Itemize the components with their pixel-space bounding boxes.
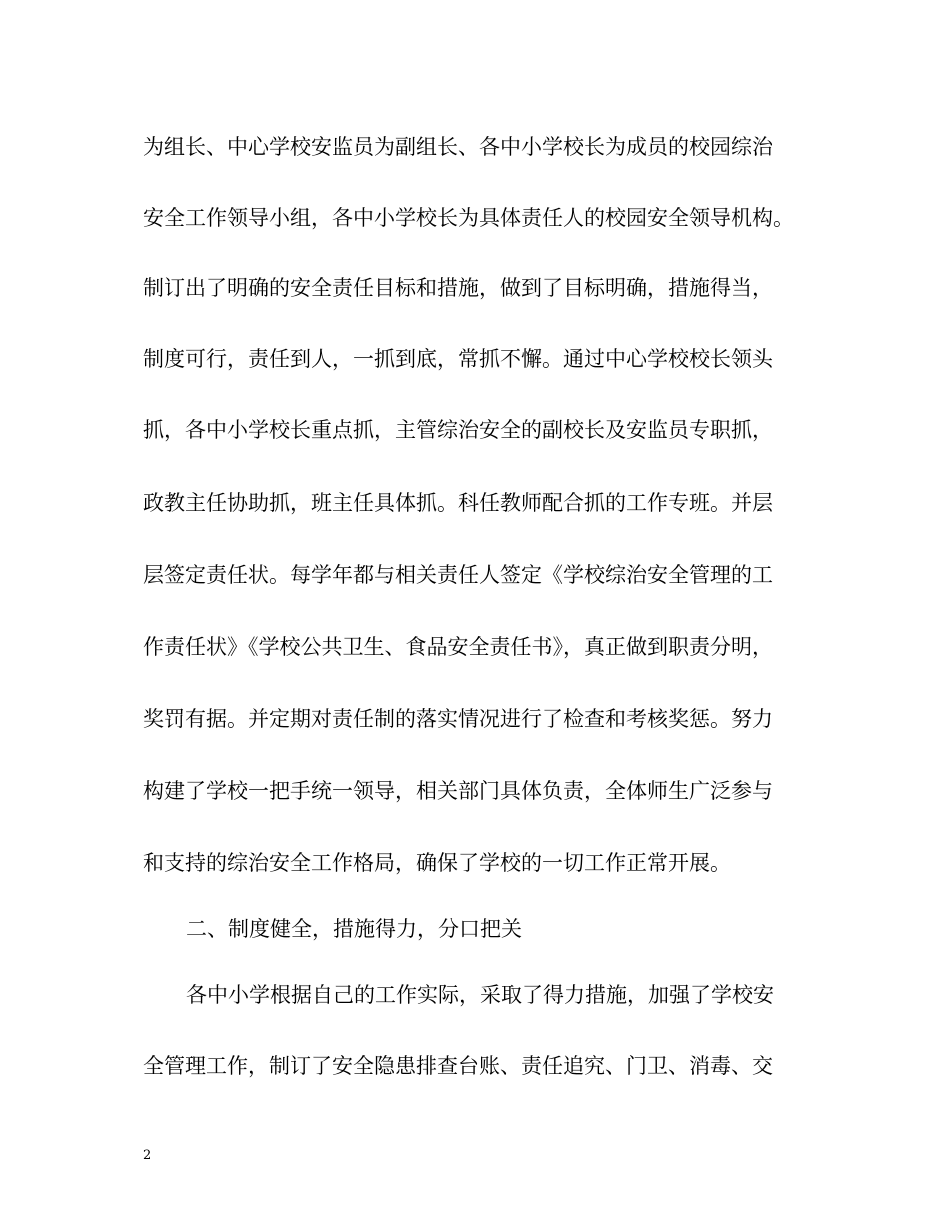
- body-text-line: 制度可行，责任到人，一抓到底，常抓不懈。通过中心学校校长领头: [143, 347, 773, 371]
- body-text-line: 各中小学根据自己的工作实际，采取了得力措施，加强了学校安: [186, 983, 774, 1007]
- body-text-line: 为组长、中心学校安监员为副组长、各中小学校长为成员的校园综治: [143, 135, 773, 159]
- body-text-line: 作责任状》《学校公共卫生、食品安全责任书》，真正做到职责分明，: [143, 635, 773, 659]
- body-text-line: 全管理工作，制订了安全隐患排查台账、责任追究、门卫、消毒、交: [143, 1054, 773, 1078]
- section-heading: 二、制度健全，措施得力，分口把关: [186, 917, 522, 941]
- body-text-line: 制订出了明确的安全责任目标和措施，做到了目标明确，措施得当，: [143, 276, 773, 300]
- body-text-line: 层签定责任状。每学年都与相关责任人签定《学校综治安全管理的工: [143, 563, 773, 587]
- body-text-line: 构建了学校一把手统一领导，相关部门具体负责，全体师生广泛参与: [143, 779, 773, 803]
- body-text-line: 安全工作领导小组，各中小学校长为具体责任人的校园安全领导机构。: [143, 206, 794, 230]
- body-text-line: 政教主任协助抓，班主任具体抓。科任教师配合抓的工作专班。并层: [143, 491, 773, 515]
- body-text-line: 和支持的综治安全工作格局，确保了学校的一切工作正常开展。: [143, 851, 731, 875]
- body-text-line: 抓，各中小学校长重点抓，主管综治安全的副校长及安监员专职抓，: [143, 418, 773, 442]
- body-text-line: 奖罚有据。并定期对责任制的落实情况进行了检查和考核奖惩。努力: [143, 707, 773, 731]
- page-number: 2: [143, 1148, 152, 1163]
